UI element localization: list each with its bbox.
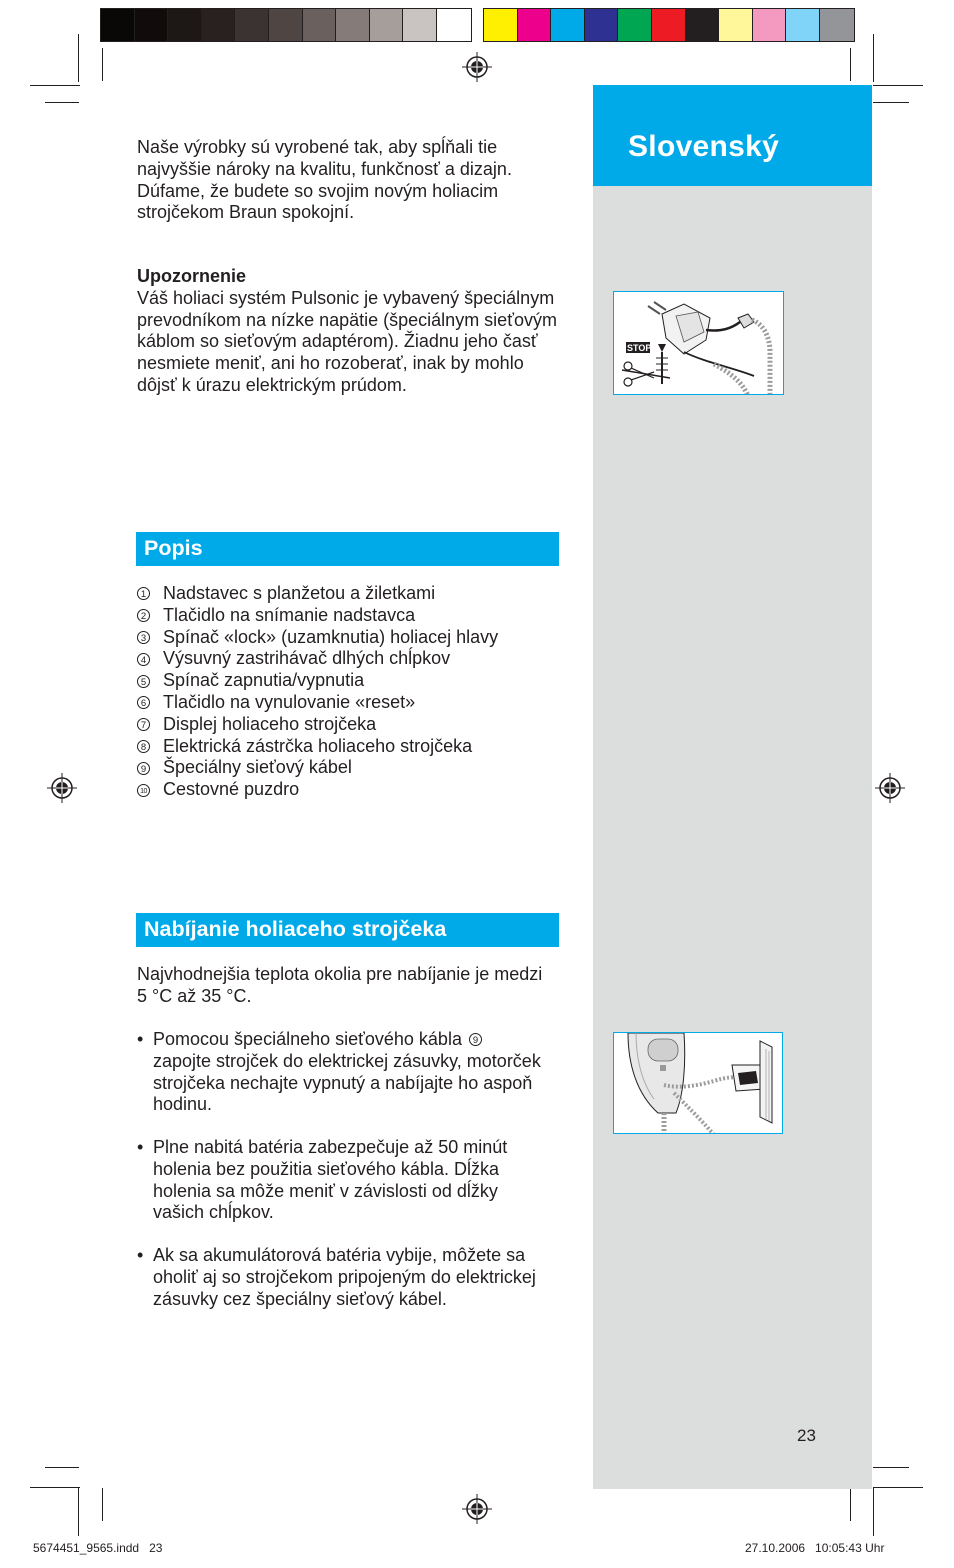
charging-figure (613, 1032, 783, 1134)
registration-mark-icon (462, 1494, 492, 1524)
item-label: Tlačidlo na snímanie nadstavca (163, 604, 416, 625)
bullet-text (153, 1029, 553, 1116)
crop-mark (873, 1467, 909, 1468)
charging-section-header (136, 913, 559, 947)
charging-intro (137, 964, 557, 1008)
item-label: Špeciálny sieťový kábel (163, 757, 352, 778)
intro-paragraph (137, 137, 557, 224)
crop-mark (45, 102, 79, 103)
color-swatch (719, 9, 753, 41)
adapter-plug-icon (614, 292, 784, 395)
description-section-header (136, 532, 559, 566)
item-label: Tlačidlo na vynulovanie «reset» (163, 691, 416, 712)
crop-mark (873, 85, 923, 86)
footer-timestamp: 27.10.2006 10:05:43 Uhr (745, 1541, 885, 1555)
item-label: Displej holiaceho strojčeka (163, 713, 377, 734)
list-item (137, 627, 498, 649)
item-reference: 9 (469, 1033, 482, 1046)
warning-block (137, 266, 557, 397)
item-number: 5 (137, 675, 150, 688)
crop-mark (850, 48, 851, 81)
crop-mark (850, 1488, 851, 1521)
warning-text: Váš holiaci systém Pulsonic je vybavený špeciálnym prevodníkom na nízke napätie (špeciálnym sieťovým káblom so sieťovým adaptérom). Žiadnu jeho časť nesmiete meniť, ani ho rozoberať, inak by mohlo dôjsť k úrazu elektrickým prúdom. (137, 287, 557, 395)
item-number: 6 (137, 696, 150, 709)
crop-mark (45, 1467, 79, 1468)
item-label: Výsuvný zastrihávač dlhých chĺpkov (163, 648, 451, 669)
crop-mark (78, 1488, 79, 1536)
bullet-dot: • (137, 1137, 144, 1157)
color-swatch (686, 9, 720, 41)
color-swatch-bar (483, 8, 855, 42)
language-title: Slovenský (628, 130, 780, 163)
bullet-text-part: zapojte strojček do elektrickej zásuvky, motorček strojčeka nechajte vypnutý a nabíjajte ho aspoň hodinu. (153, 1050, 541, 1115)
stop-label: STOP (627, 343, 652, 353)
bullet-text-part: Pomocou špeciálneho sieťového kábla (153, 1029, 462, 1049)
item-number: 3 (137, 631, 150, 644)
crop-mark (30, 85, 80, 86)
crop-mark (102, 1488, 103, 1521)
parts-list (137, 583, 498, 801)
item-label: Spínač «lock» (uzamknutia) holiacej hlavy (163, 626, 499, 647)
item-number: 2 (137, 609, 150, 622)
color-swatch (303, 9, 337, 41)
bullet-text: Ak sa akumulátorová batéria vybije, môžete sa oholiť aj so strojčekom pripojeným do elektrickej zásuvky cez špeciálny sieťový kábel. (153, 1245, 536, 1309)
crop-mark (30, 1487, 80, 1488)
bullet-text: Plne nabitá batéria zabezpečuje až 50 minút holenia bez použitia sieťového kábla. Dĺžka holenia sa môže meniť v závislosti od dĺžky vašich chĺpkov. (153, 1137, 508, 1223)
color-swatch (820, 9, 854, 41)
crop-mark (873, 102, 909, 103)
item-label: Elektrická zástrčka holiaceho strojčeka (163, 735, 473, 756)
color-swatch (753, 9, 787, 41)
description-title: Popis (144, 536, 203, 560)
color-swatch (235, 9, 269, 41)
color-swatch (269, 9, 303, 41)
item-number: 8 (137, 740, 150, 753)
color-swatch (652, 9, 686, 41)
registration-mark-icon (47, 773, 77, 803)
charging-title: Nabíjanie holiaceho strojčeka (144, 917, 447, 941)
color-swatch (101, 9, 135, 41)
grey-swatch-bar (100, 8, 472, 42)
color-swatch (336, 9, 370, 41)
footer-file-info: 5674451_9565.indd 23 (33, 1541, 163, 1555)
item-number: 4 (137, 653, 150, 666)
item-number: 10 (137, 784, 150, 797)
crop-mark (78, 34, 79, 82)
warning-heading: Upozornenie (137, 266, 247, 286)
item-label: Spínač zapnutia/vypnutia (163, 670, 365, 691)
registration-mark-icon (875, 773, 905, 803)
crop-mark (873, 34, 874, 82)
color-swatch (202, 9, 236, 41)
item-number: 1 (137, 587, 150, 600)
color-swatch (585, 9, 619, 41)
list-item (137, 605, 498, 627)
list-item (137, 757, 498, 779)
intro-text: Naše výrobky sú vyrobené tak, aby spĺňali tie najvyššie nároky na kvalitu, funkčnosť a dizajn. Dúfame, že budete so svojim novým holiacim strojčekom Braun spokojní. (137, 137, 512, 223)
charging-intro-text: Najvhodnejšia teplota okolia pre nabíjanie je medzi 5 °C až 35 °C. (137, 964, 543, 1006)
color-swatch (618, 9, 652, 41)
page-number: 23 (797, 1426, 816, 1445)
item-number: 7 (137, 718, 150, 731)
color-swatch (551, 9, 585, 41)
list-item (137, 670, 498, 692)
crop-mark (873, 1487, 923, 1488)
color-swatch (168, 9, 202, 41)
color-swatch (370, 9, 404, 41)
list-item (137, 714, 498, 736)
color-swatch (403, 9, 437, 41)
crop-mark (873, 1488, 874, 1536)
crop-mark (102, 48, 103, 81)
color-swatch (135, 9, 169, 41)
bullet-dot: • (137, 1029, 144, 1049)
plug-warning-figure (613, 291, 784, 395)
list-item (137, 648, 498, 670)
item-label: Nadstavec s planžetou a žiletkami (163, 583, 436, 603)
list-item (137, 583, 498, 605)
shaver-charging-icon (614, 1033, 783, 1134)
list-item (137, 779, 498, 801)
list-item (137, 736, 498, 758)
color-swatch (484, 9, 518, 41)
color-swatch (786, 9, 820, 41)
color-swatch (518, 9, 552, 41)
item-number: 9 (137, 762, 150, 775)
bullet-dot: • (137, 1245, 144, 1265)
color-swatch (437, 9, 471, 41)
list-item (137, 692, 498, 714)
item-label: Cestovné puzdro (163, 779, 300, 800)
registration-mark-icon (462, 52, 492, 82)
